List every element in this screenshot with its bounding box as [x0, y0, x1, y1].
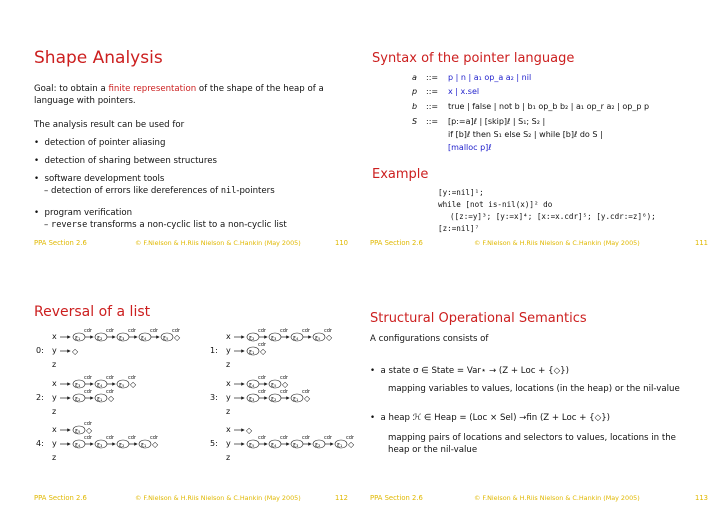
node-label: ξ₁ [337, 443, 343, 449]
selector-label: cdr [84, 421, 92, 427]
example-line-3: ([z:=y]³; [y:=x]⁴; [x:=x.cdr]⁵; [y.cdr:=z]⁶); [450, 212, 656, 221]
var-x: x [52, 332, 57, 341]
selector-label: cdr [84, 435, 92, 441]
bullet-heap: • a heap ℋ ∈ Heap = (Loc × Sel) →fin (Z + Loc + {◇}) [370, 413, 611, 423]
example-line-2: while [not is-nil(x)]² do [438, 200, 553, 209]
selector-label: cdr [106, 375, 114, 381]
node-label: ξ₂ [119, 443, 125, 449]
selector-label: cdr [258, 328, 266, 334]
selector-label: cdr [280, 328, 288, 334]
nil-symbol: ◇ [326, 333, 333, 342]
nil-symbol: ◇ [72, 347, 79, 356]
selector-label: cdr [280, 375, 288, 381]
state-label: 3: [210, 393, 218, 402]
node-label: ξ₁ [75, 336, 81, 342]
node-label: ξ₁ [97, 397, 103, 403]
node-label: ξ₃ [249, 397, 255, 403]
selector-label: cdr [280, 435, 288, 441]
goal-text: Goal: to obtain a finite representation of the shape of the heap of a language with pointers. [34, 84, 324, 106]
var-x: x [52, 425, 57, 434]
bullet-state: • a state σ ∈ State = Var⋆ → (Z + Loc + {◇}) [370, 366, 569, 376]
var-y: y [52, 393, 57, 402]
state-label: 0: [36, 346, 44, 355]
selector-label: cdr [84, 328, 92, 334]
slide-110 [0, 0, 360, 255]
node-label: ξ₃ [119, 336, 125, 342]
footer-page-number: 110 [335, 239, 348, 247]
nil-symbol: ◇ [174, 333, 181, 342]
selector-label: cdr [258, 375, 266, 381]
var-z: z [52, 407, 57, 416]
node-label: ξ₁ [249, 350, 255, 356]
bullet-tools-sub: – detection of errors like dereferences of nil-pointers [44, 186, 275, 196]
state-label: 1: [210, 346, 218, 355]
node-label: ξ₄ [141, 336, 147, 342]
node-label: ξ₁ [141, 443, 147, 449]
state-label: 5: [210, 439, 218, 448]
nil-symbol: ◇ [304, 394, 311, 403]
selector-label: cdr [258, 389, 266, 395]
var-z: z [52, 360, 57, 369]
nil-symbol: ◇ [348, 440, 355, 449]
example-heading: Example [372, 167, 429, 182]
footer-page-number: 113 [695, 494, 708, 502]
slide-title: Structural Operational Semantics [370, 311, 587, 326]
footer-copyright: © F.Nielson & H.Riis Nielson & C.Hankin (May 2005) [135, 239, 301, 247]
selector-label: cdr [128, 435, 136, 441]
var-z: z [226, 360, 231, 369]
var-z: z [226, 453, 231, 462]
node-label: ξ₄ [271, 443, 277, 449]
nil-symbol: ◇ [246, 426, 253, 435]
state-label: 4: [36, 439, 44, 448]
var-x: x [226, 379, 231, 388]
footer-section: PPA Section 2.6 [370, 494, 423, 502]
footer-section: PPA Section 2.6 [34, 494, 87, 502]
slide-113 [360, 255, 720, 510]
var-x: x [52, 379, 57, 388]
selector-label: cdr [258, 435, 266, 441]
node-label: ξ₄ [97, 383, 103, 389]
footer-section: PPA Section 2.6 [370, 239, 423, 247]
bullet-aliasing: • detection of pointer aliasing [34, 138, 166, 148]
selector-label: cdr [302, 435, 310, 441]
selector-label: cdr [128, 375, 136, 381]
slide-title: Syntax of the pointer language [372, 51, 575, 66]
grammar-s: S ::= [p:=a]ℓ | [skip]ℓ | S₁; S₂ | [412, 117, 546, 126]
example-line-1: [y:=nil]¹; [438, 188, 484, 197]
nil-symbol: ◇ [130, 380, 137, 389]
node-label: ξ₂ [315, 443, 321, 449]
selector-label: cdr [150, 435, 158, 441]
bullet-tools: • software development tools [34, 174, 165, 184]
node-label: ξ₂ [271, 397, 277, 403]
grammar-s-line3: [malloc p]ℓ [448, 143, 492, 152]
intro-text: A configurations consists of [370, 334, 489, 344]
nil-symbol: ◇ [282, 380, 289, 389]
var-y: y [52, 346, 57, 355]
node-label: ξ₅ [249, 443, 255, 449]
node-label: ξ₅ [271, 383, 277, 389]
node-label: ξ₄ [293, 336, 299, 342]
selector-label: cdr [84, 375, 92, 381]
node-label: ξ₅ [75, 429, 81, 435]
selector-label: cdr [302, 389, 310, 395]
bullet-sharing: • detection of sharing between structures [34, 156, 217, 166]
selector-label: cdr [302, 328, 310, 334]
selector-label: cdr [106, 389, 114, 395]
footer-section: PPA Section 2.6 [34, 239, 87, 247]
nil-symbol: ◇ [108, 394, 115, 403]
footer-page-number: 112 [335, 494, 348, 502]
node-label: ξ₅ [163, 336, 169, 342]
list-reversal-diagrams [0, 255, 360, 510]
state-description: mapping variables to values, locations (in the heap) or the nil-value [388, 384, 680, 394]
footer-copyright: © F.Nielson & H.Riis Nielson & C.Hankin (May 2005) [135, 494, 301, 502]
node-label: ξ₅ [315, 336, 321, 342]
var-x: x [226, 332, 231, 341]
selector-label: cdr [172, 328, 180, 334]
selector-label: cdr [106, 328, 114, 334]
grammar-b: b ::= true | false | not b | b₁ op_b b₂ | a₁ op_r a₂ | op_p p [412, 102, 650, 111]
grammar-p: p ::= x | x.sel [412, 87, 480, 96]
node-label: ξ₂ [97, 336, 103, 342]
footer-copyright: © F.Nielson & H.Riis Nielson & C.Hankin (May 2005) [474, 239, 640, 247]
selector-label: cdr [106, 435, 114, 441]
selector-label: cdr [84, 389, 92, 395]
node-label: ξ₃ [75, 383, 81, 389]
var-z: z [52, 453, 57, 462]
var-y: y [52, 439, 57, 448]
nil-symbol: ◇ [86, 426, 93, 435]
selector-label: cdr [258, 342, 266, 348]
selector-label: cdr [128, 328, 136, 334]
node-label: ξ₃ [97, 443, 103, 449]
node-label: ξ₅ [119, 383, 125, 389]
node-label: ξ₃ [293, 443, 299, 449]
intro-text: The analysis result can be used for [34, 120, 185, 130]
state-label: 2: [36, 393, 44, 402]
node-label: ξ₄ [249, 383, 255, 389]
var-x: x [226, 425, 231, 434]
var-y: y [226, 439, 231, 448]
var-z: z [226, 407, 231, 416]
grammar-a: a ::= p | n | a₁ op_a a₂ | nil [412, 73, 532, 82]
example-line-4: [z:=nil]⁷ [438, 224, 480, 233]
selector-label: cdr [324, 328, 332, 334]
footer-copyright: © F.Nielson & H.Riis Nielson & C.Hankin (May 2005) [474, 494, 640, 502]
heap-description: mapping pairs of locations and selectors to values, locations in the heap or the nil-value [388, 433, 676, 455]
node-label: ξ₁ [293, 397, 299, 403]
node-label: ξ₂ [75, 397, 81, 403]
nil-symbol: ◇ [152, 440, 159, 449]
var-y: y [226, 393, 231, 402]
node-label: ξ₂ [249, 336, 255, 342]
selector-label: cdr [280, 389, 288, 395]
selector-label: cdr [150, 328, 158, 334]
slide-112 [0, 255, 360, 510]
node-label: ξ₃ [271, 336, 277, 342]
slide-title: Reversal of a list [34, 304, 151, 320]
bullet-verification: • program verification [34, 208, 133, 218]
footer-page-number: 111 [695, 239, 708, 247]
nil-symbol: ◇ [260, 347, 267, 356]
node-label: ξ₄ [75, 443, 81, 449]
slide-111 [360, 0, 720, 255]
selector-label: cdr [324, 435, 332, 441]
slide-title: Shape Analysis [34, 48, 163, 68]
selector-label: cdr [346, 435, 354, 441]
bullet-verification-sub: – reverse transforms a non-cyclic list to a non-cyclic list [44, 220, 287, 230]
var-y: y [226, 346, 231, 355]
grammar-s-line2: if [b]ℓ then S₁ else S₂ | while [b]ℓ do S | [448, 130, 603, 139]
